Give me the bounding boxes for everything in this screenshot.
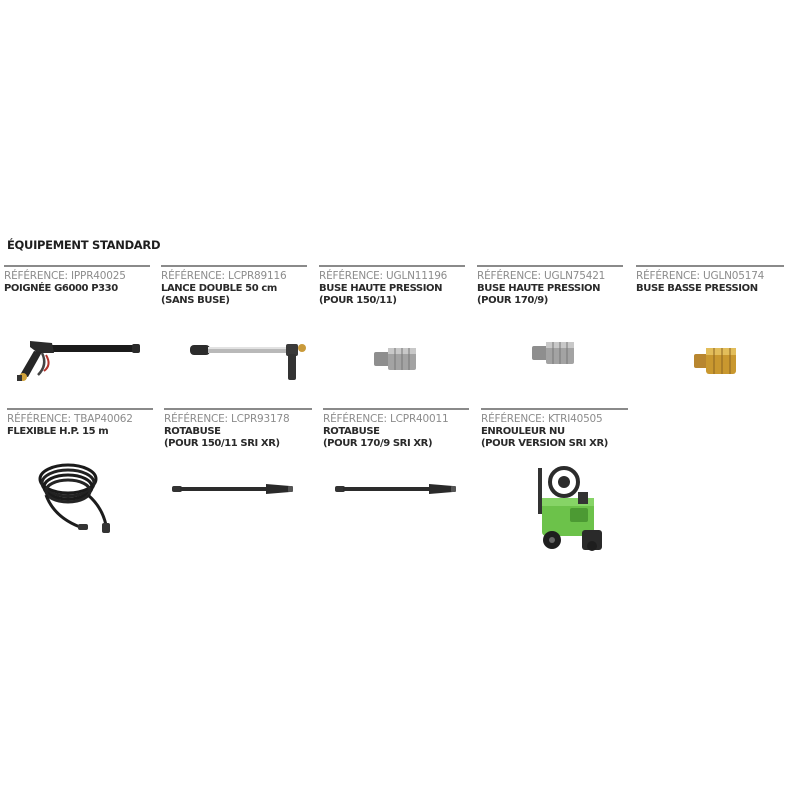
item-reference: RÉFÉRENCE: TBAP40062 <box>7 413 133 425</box>
hp-nozzle-icon <box>530 338 580 368</box>
item-name-detail: (POUR 170/9 SRI XR) <box>323 438 433 449</box>
item-ugln11196 <box>319 265 465 307</box>
rotabuse-lance-icon <box>170 478 296 500</box>
item-name: BUSE BASSE PRESSION <box>636 283 758 294</box>
item-divider <box>481 408 628 410</box>
item-name: ROTABUSE <box>323 426 380 437</box>
item-divider <box>636 265 784 267</box>
item-reference: RÉFÉRENCE: LCPR89116 <box>161 270 287 282</box>
item-name: ROTABUSE <box>164 426 221 437</box>
item-name-detail: (POUR 150/11) <box>319 295 397 306</box>
item-reference: RÉFÉRENCE: UGLN75421 <box>477 270 606 282</box>
item-name: ENROULEUR NU <box>481 426 565 437</box>
item-name-detail: (POUR 170/9) <box>477 295 548 306</box>
item-reference: RÉFÉRENCE: IPPR40025 <box>4 270 126 282</box>
item-name-detail: (POUR 150/11 SRI XR) <box>164 438 280 449</box>
item-name: BUSE HAUTE PRESSION <box>477 283 601 294</box>
item-divider <box>323 408 469 410</box>
item-divider <box>319 265 465 267</box>
item-name-detail: (SANS BUSE) <box>161 295 230 306</box>
item-reference: RÉFÉRENCE: KTRI40505 <box>481 413 603 425</box>
spray-gun-icon <box>8 335 142 385</box>
item-name: LANCE DOUBLE 50 cm <box>161 283 277 294</box>
section-title: ÉQUIPEMENT STANDARD <box>7 238 161 252</box>
hp-nozzle-icon <box>372 344 422 374</box>
item-lcpr89116 <box>161 265 307 307</box>
item-reference: RÉFÉRENCE: UGLN05174 <box>636 270 765 282</box>
item-reference: RÉFÉRENCE: LCPR40011 <box>323 413 449 425</box>
double-lance-icon <box>188 338 308 382</box>
pressure-washer-reel-icon <box>530 462 610 554</box>
item-name-detail: (POUR VERSION SRI XR) <box>481 438 608 449</box>
item-ugln75421 <box>477 265 623 307</box>
item-reference: RÉFÉRENCE: LCPR93178 <box>164 413 290 425</box>
item-reference: RÉFÉRENCE: UGLN11196 <box>319 270 448 282</box>
item-lcpr40011 <box>323 408 469 450</box>
item-divider <box>164 408 312 410</box>
rotabuse-lance-icon <box>333 478 459 500</box>
item-ugln05174 <box>636 265 784 295</box>
item-divider <box>4 265 150 267</box>
item-name: BUSE HAUTE PRESSION <box>319 283 443 294</box>
item-divider <box>7 408 153 410</box>
brass-nozzle-icon <box>692 344 742 378</box>
item-ktri40505 <box>481 408 628 450</box>
item-name: POIGNÉE G6000 P330 <box>4 283 118 294</box>
item-divider <box>161 265 307 267</box>
item-ippr40025 <box>4 265 150 295</box>
item-tbap40062 <box>7 408 153 438</box>
item-divider <box>477 265 623 267</box>
hose-coil-icon <box>36 455 112 535</box>
item-name: FLEXIBLE H.P. 15 m <box>7 426 109 437</box>
item-lcpr93178 <box>164 408 312 450</box>
